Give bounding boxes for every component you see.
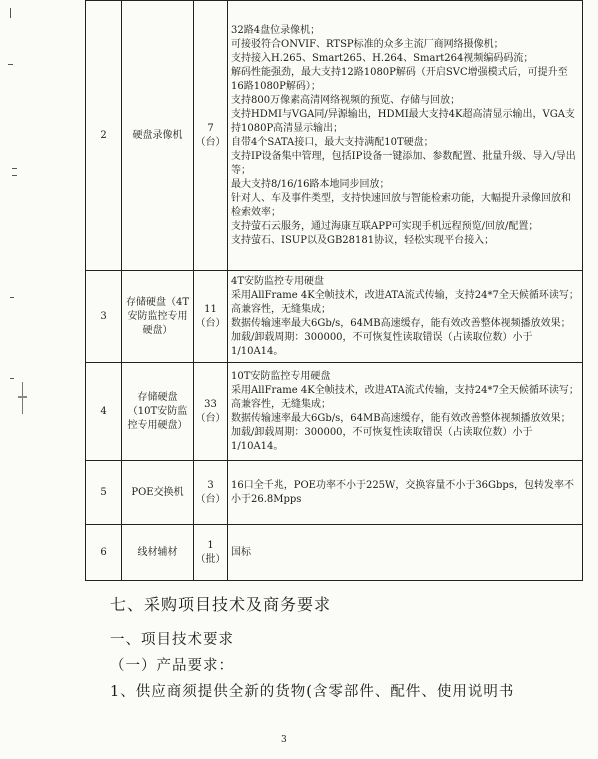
spec-line: 支持HDMI与VGA同/异源输出，HDMI最大支持4K超高清显示输出，VGA支持1080P高清显示输出； — [231, 108, 575, 134]
item-specification — [228, 271, 583, 363]
spec-line: 支持接入H.265、Smart265、H.264、Smart264视频编码码流； — [231, 52, 534, 64]
spec-line: 解码性能强劲，最大支持12路1080P解码（开启SVC增强模式后，可提升至16路1080P解码）； — [231, 66, 568, 92]
body-paragraph: 1、供应商须提供全新的货物(含零部件、配件、使用说明书 — [110, 684, 515, 700]
row-number: 5 — [86, 461, 122, 525]
spec-line: 支持萤石、ISUP以及GB28181协议，轻松实现平台接入； — [231, 234, 495, 246]
item-name: 硬盘录像机 — [122, 1, 194, 271]
spec-line: 国标 — [231, 546, 251, 558]
item-specification — [228, 525, 583, 581]
scan-mark — [18, 396, 27, 398]
item-quantity: 1（批） — [194, 525, 228, 581]
item-quantity: 33（台） — [194, 363, 228, 461]
spec-line: 最大支持8/16/16路本地同步回放； — [231, 178, 390, 190]
spec-line: 针对人、车及事件类型，支持快速回放与智能检索功能，大幅提升录像回放和检索效率； — [231, 192, 571, 218]
row-number: 6 — [86, 525, 122, 581]
spec-line: 加载/卸载周期：300000，不可恢复性读取错误（占读取位数）小于1/10A14。 — [231, 331, 533, 357]
item-specification — [228, 1, 583, 271]
item-name: 存储硬盘（4T安防监控专用硬盘） — [122, 271, 194, 363]
spec-line: 可接驳符合ONVIF、RTSP标准的众多主流厂商网络摄像机； — [231, 38, 504, 50]
spec-line: 16口全千兆，POE功率不小于225W，交换容量不小于36Gbps，包转发率不小于26.8Mpps — [231, 479, 574, 505]
section-heading: 七、采购项目技术及商务要求 — [110, 595, 332, 614]
table-row — [86, 271, 583, 363]
scan-mark — [10, 378, 14, 379]
spec-line: 高兼容性，无缝集成； — [231, 398, 331, 410]
row-number: 4 — [86, 363, 122, 461]
spec-line: 支持800万像素高清网络视频的预览、存储与回放； — [231, 94, 461, 106]
table-row — [86, 1, 583, 271]
scan-mark — [22, 382, 23, 414]
spec-line: 数据传输速率最大6Gb/s，64MB高速缓存，能有效改善整体视频播放效果； — [231, 317, 571, 329]
subsection-heading: 一、项目技术要求 — [110, 632, 234, 648]
scan-mark — [12, 175, 17, 176]
spec-line: 高兼容性，无缝集成； — [231, 303, 331, 315]
table-row — [86, 363, 583, 461]
spec-line: 支持萤石云服务，通过海康互联APP可实现手机远程预览/回放/配置； — [231, 220, 539, 232]
spec-line: 支持IP设备集中管理，包括IP设备一键添加、参数配置、批量升级、导入/导出等； — [231, 150, 576, 176]
spec-line: 采用AllFrame 4K全帧技术，改进ATA流式传输，支持24*7全天候循环读写； — [231, 384, 579, 396]
scan-mark — [8, 64, 13, 65]
spec-line: 4T安防监控专用硬盘 — [231, 275, 325, 287]
spec-line: 32路4盘位录像机； — [231, 24, 321, 36]
spec-line: 数据传输速率最大6Gb/s，64MB高速缓存，能有效改善整体视频播放效果； — [231, 412, 571, 424]
row-number: 2 — [86, 1, 122, 271]
sub-subsection-heading: （一）产品要求： — [110, 658, 234, 674]
scan-mark — [10, 297, 14, 298]
product-spec-table — [85, 0, 583, 581]
spec-line: 10T安防监控专用硬盘 — [231, 370, 331, 382]
scan-mark — [10, 8, 11, 18]
scan-mark — [12, 168, 17, 169]
item-specification — [228, 461, 583, 525]
table-row — [86, 461, 583, 525]
row-number: 3 — [86, 271, 122, 363]
spec-line: 采用AllFrame 4K全帧技术，改进ATA流式传输，支持24*7全天候循环读写； — [231, 289, 579, 301]
page-number: 3 — [281, 735, 287, 745]
item-quantity: 7（台） — [194, 1, 228, 271]
item-specification — [228, 363, 583, 461]
item-name: 存储硬盘（10T安防监控专用硬盘） — [122, 363, 194, 461]
table-row — [86, 525, 583, 581]
item-name: 线材辅材 — [122, 525, 194, 581]
item-name: POE交换机 — [122, 461, 194, 525]
item-quantity: 3（台） — [194, 461, 228, 525]
spec-line: 自带4个SATA接口，最大支持满配10T硬盘； — [231, 136, 434, 148]
item-quantity: 11（台） — [194, 271, 228, 363]
spec-line: 加载/卸载周期：300000，不可恢复性读取错误（占读取位数）小于1/10A14。 — [231, 426, 533, 452]
